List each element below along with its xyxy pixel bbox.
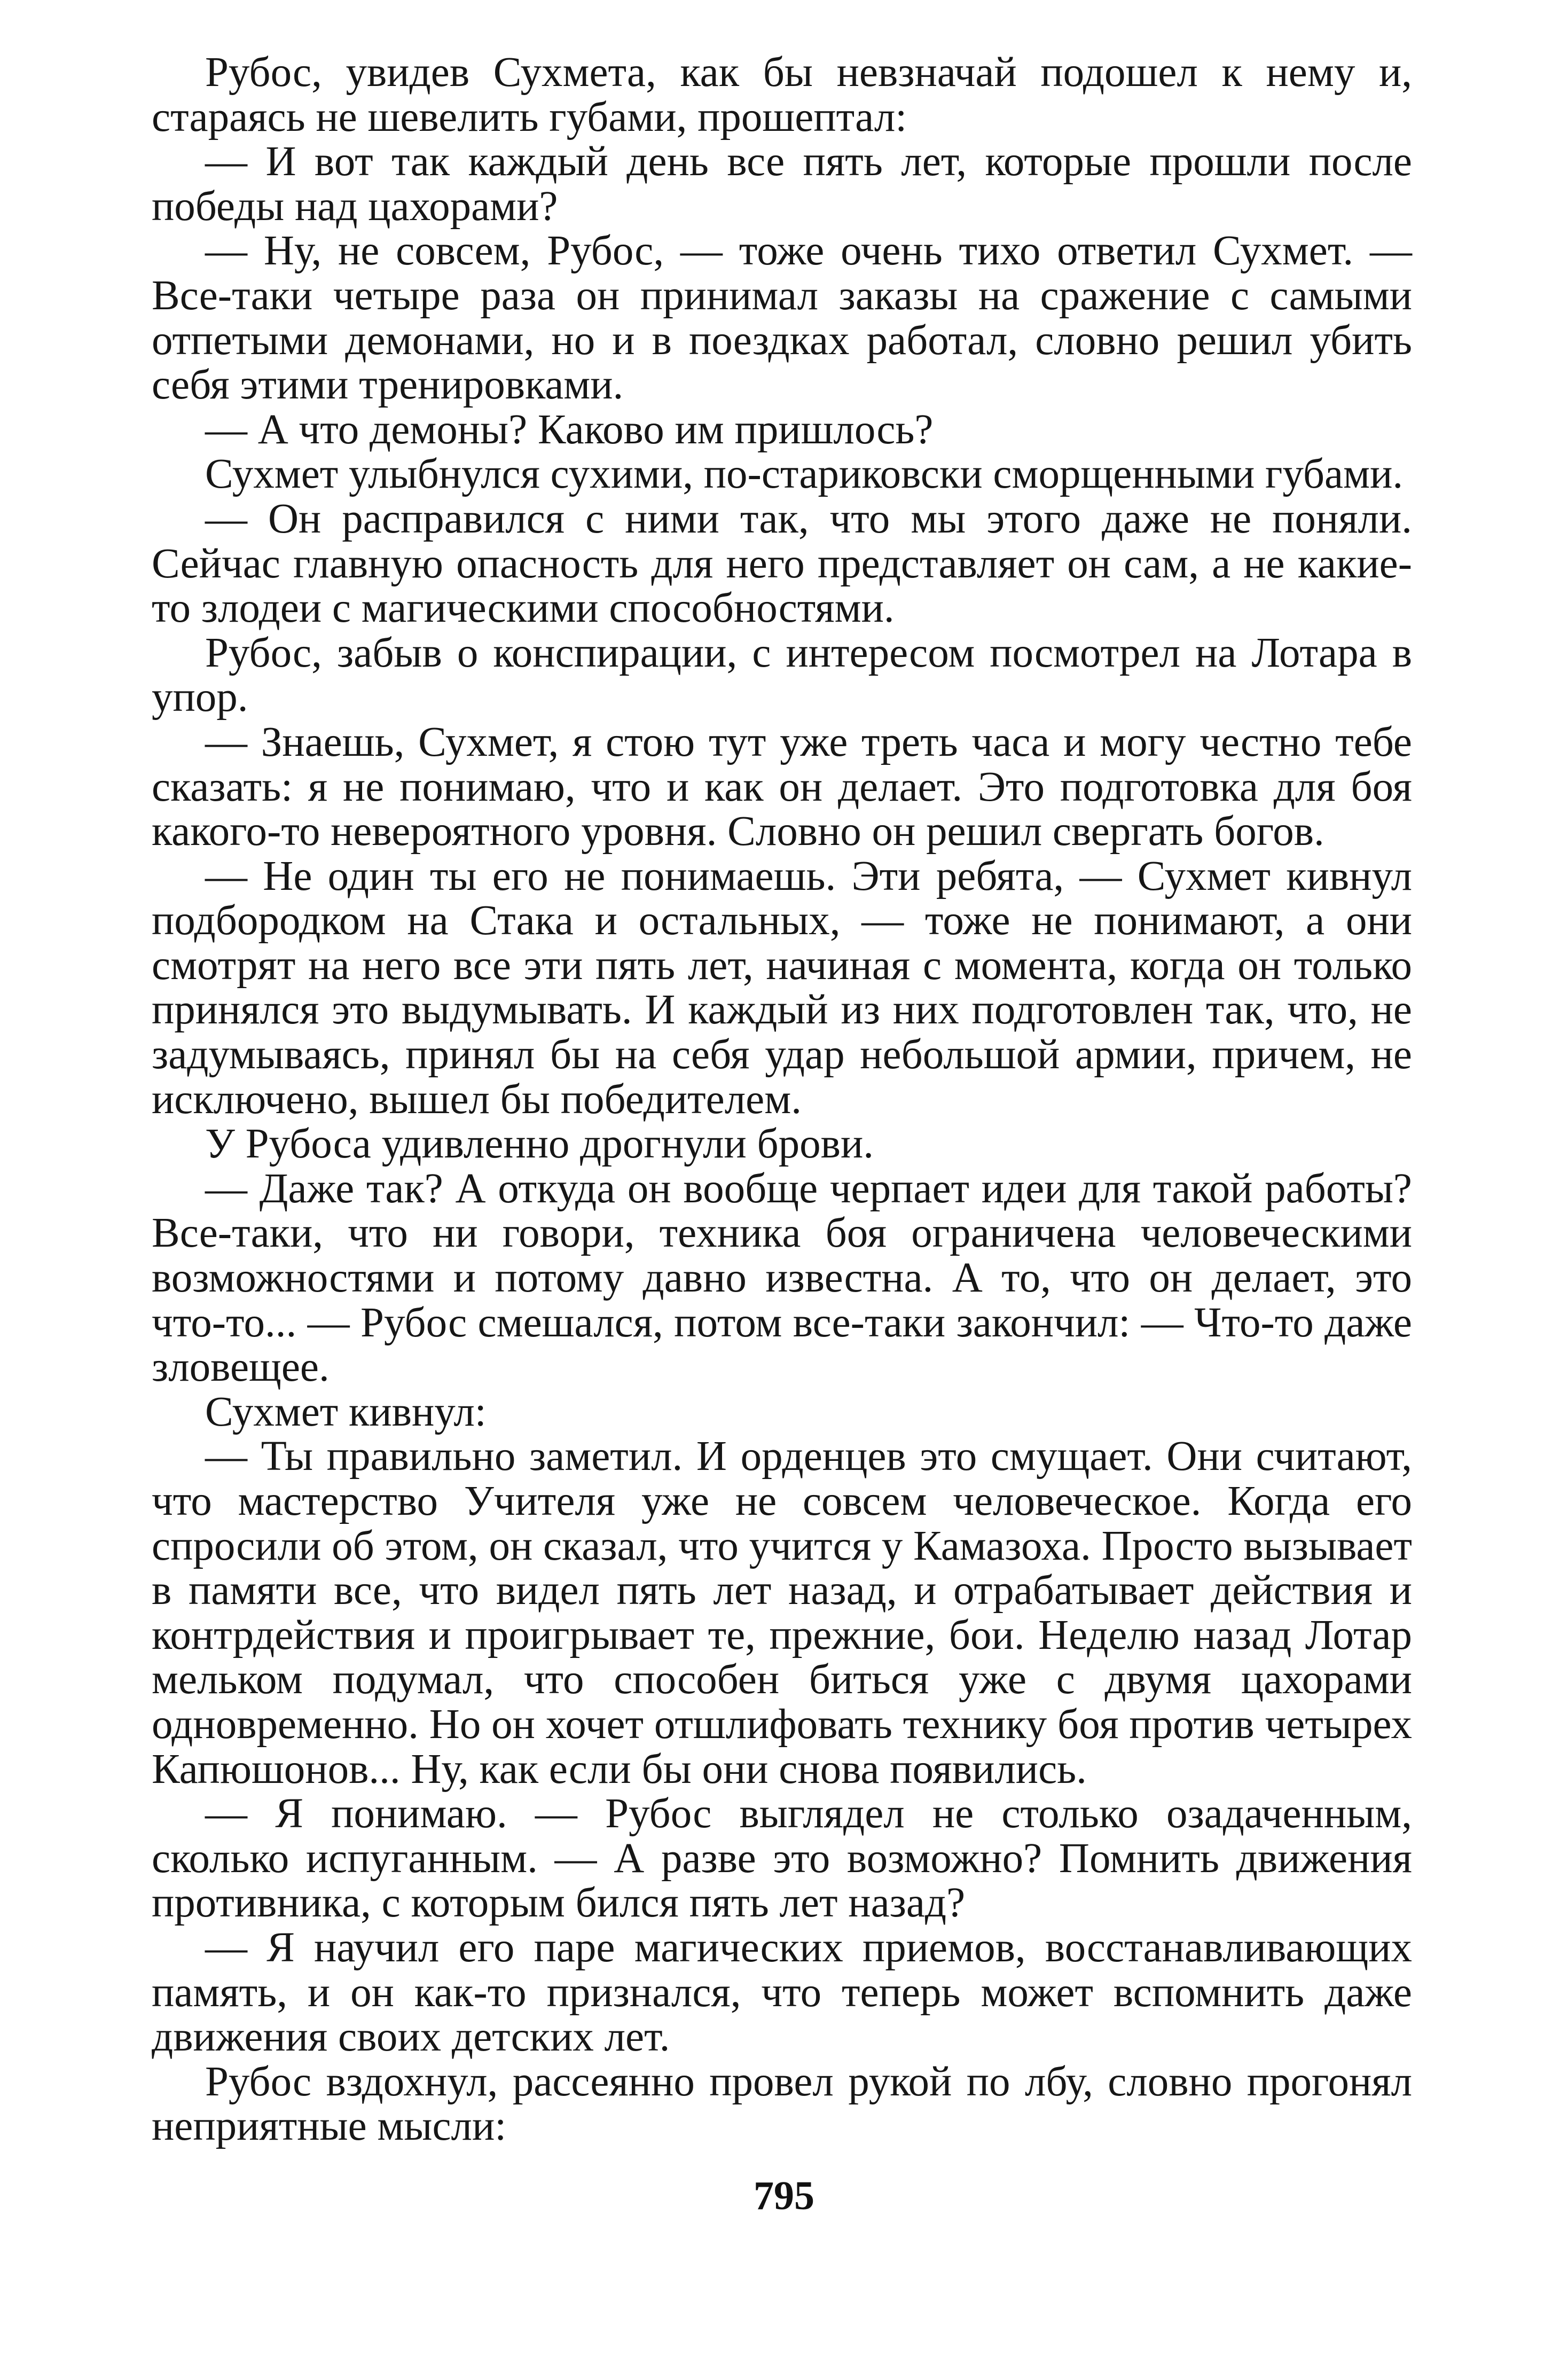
paragraph: — Ты правильно заметил. И орденцев это смущает. Они считают, что мастерство Учителя уже не совсем человеческое. Когда его спросили об этом, он сказал, что учится у Камазоха. Просто вызывает в памяти все, что видел пять лет назад, и отрабатывает действия и контрдействия и проигрывает те, прежние, бои. Неделю назад Лотар мельком подумал, что способен биться уже с двумя цахорами одновременно. Но он хочет отшлифовать технику боя против четырех Капюшонов... Ну, как если бы они снова появились. bbox=[152, 1433, 1412, 1793]
paragraph: — Ну, не совсем, Рубос, — тоже очень тихо ответил Сухмет. — Все-таки четыре раза он принимал заказы на сражение с самыми отпетыми демонами, но и в поездках работал, словно решил убить себя этими тренировками. bbox=[152, 228, 1412, 409]
paragraph: Рубос, увидев Сухмета, как бы невзначай подошел к нему и, стараясь не шевелить губами, прошептал: bbox=[152, 49, 1412, 140]
paragraph: — Не один ты его не понимаешь. Эти ребята, — Сухмет кивнул подбородком на Стака и остальных, — тоже не понимают, а они смотрят на него все эти пять лет, начиная с момента, когда он только принялся это выдумывать. И каждый из них подготовлен так, что, не задумываясь, принял бы на себя удар небольшой армии, причем, не исключено, вышел бы победителем. bbox=[152, 852, 1412, 1123]
body-text bbox=[152, 50, 1412, 2149]
page-number: 795 bbox=[754, 2173, 814, 2218]
paragraph: — Я научил его паре магических приемов, восстанавливающих память, и он как-то признался, что теперь может вспомнить даже движения своих детских лет. bbox=[152, 1924, 1412, 2061]
paragraph: — Знаешь, Сухмет, я стою тут уже треть часа и могу честно тебе сказать: я не понимаю, что и как он делает. Это подготовка для боя какого-то невероятного уровня. Словно он решил свергать богов. bbox=[152, 718, 1412, 855]
paragraph: — И вот так каждый день все пять лет, которые прошли после победы над цахорами? bbox=[152, 138, 1412, 230]
paragraph: — Он расправился с ними так, что мы этого даже не поняли. Сейчас главную опасность для него представляет он сам, а не какие-то злодеи с магическими способностями. bbox=[152, 495, 1412, 632]
paragraph: Рубос, забыв о конспирации, с интересом посмотрел на Лотара в упор. bbox=[152, 629, 1412, 721]
paragraph: — Я понимаю. — Рубос выглядел не столько озадаченным, сколько испуганным. — А разве это возможно? Помнить движения противника, с которым бился пять лет назад? bbox=[152, 1790, 1412, 1927]
paragraph: Сухмет улыбнулся сухими, по-стариковски сморщенными губами. bbox=[205, 451, 1404, 498]
paragraph: Рубос вздохнул, рассеянно провел рукой по лбу, словно прогонял неприятные мысли: bbox=[152, 2058, 1412, 2150]
paragraph: — Даже так? А откуда он вообще черпает идеи для такой работы? Все-таки, что ни говори, техника боя ограничена человеческими возможностями и потому давно известна. А то, что он делает, это что-то... — Рубос смешался, потом все-таки закончил: — Что-то даже зловещее. bbox=[152, 1165, 1412, 1391]
paragraph: — А что демоны? Каково им пришлось? bbox=[205, 406, 934, 453]
paragraph: Сухмет кивнул: bbox=[205, 1388, 487, 1435]
paragraph: У Рубоса удивленно дрогнули брови. bbox=[205, 1121, 874, 1168]
